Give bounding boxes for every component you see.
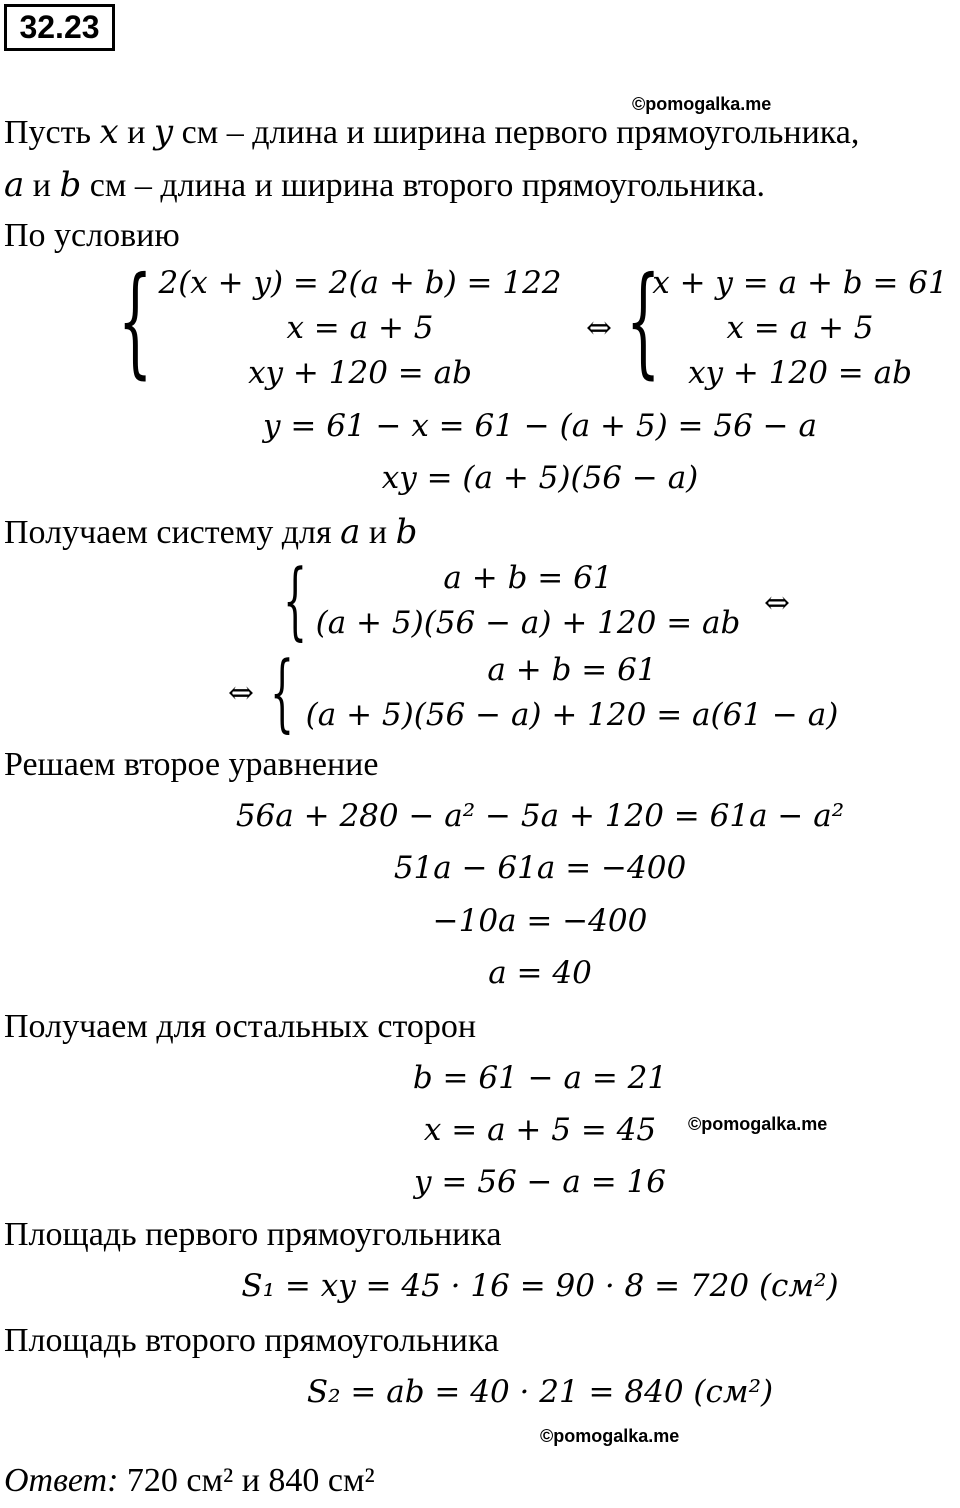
area2-eq: S₂ = ab = 40 · 21 = 840 (см²): [306, 1374, 774, 1410]
area1-eq: S₁ = xy = 45 · 16 = 90 · 8 = 720 (см²): [241, 1268, 839, 1304]
system1-left-eq-1: 2(x + y) = 2(a + b) = 122: [158, 265, 562, 301]
brace-right-1: {: [626, 252, 661, 391]
system1-right-eq-1: x + y = a + b = 61: [652, 265, 948, 301]
task-number: 32.23: [4, 4, 115, 51]
brace-system2-b: {: [270, 643, 295, 741]
sides-label: Получаем для остальных сторон: [4, 1008, 477, 1045]
intro-line-2: a и b см – длина и ширина второго прямоугольника.: [4, 165, 766, 205]
brace-left-1: {: [118, 252, 153, 391]
watermark: ©pomogalka.me: [688, 1114, 828, 1134]
solve-label: Решаем второе уравнение: [4, 746, 379, 783]
solve-step-4: a = 40: [488, 955, 592, 991]
condition-label: По условию: [4, 217, 180, 254]
answer: [4, 1462, 375, 1500]
solve-step-2: 51a − 61a = −400: [393, 850, 687, 886]
system1-left-eq-2: x = a + 5: [286, 310, 434, 346]
equiv-symbol-2: ⇔: [764, 585, 790, 621]
system2-second-eq-2: (a + 5)(56 − a) + 120 = a(61 − a): [305, 697, 839, 733]
system2-label: Получаем систему для a и b: [4, 512, 418, 552]
side-y: y = 56 − a = 16: [414, 1164, 666, 1200]
system1-right-eq-2: x = a + 5: [726, 310, 874, 346]
equiv-symbol-3: ⇔: [228, 675, 254, 711]
area1-label: Площадь первого прямоугольника: [4, 1216, 502, 1253]
system1-right-eq-3: xy + 120 = ab: [688, 355, 912, 391]
answer-text: 720 см² и 840 см²: [118, 1462, 375, 1499]
system2-second-eq-1: a + b = 61: [487, 652, 657, 688]
system1-left-eq-3: xy + 120 = ab: [248, 355, 472, 391]
watermark: ©pomogalka.me: [540, 1426, 680, 1446]
equiv-symbol: ⇔: [586, 310, 612, 346]
system2-first-eq-1: a + b = 61: [443, 560, 613, 596]
solve-step-1: 56a + 280 − a² − 5a + 120 = 61a − a²: [235, 798, 845, 834]
area2-label: Площадь второго прямоугольника: [4, 1322, 499, 1359]
solve-step-3: −10a = −400: [432, 903, 648, 939]
answer-label: Ответ:: [4, 1462, 119, 1499]
intro-line-1: Пусть x и y см – длина и ширина первого прямоугольника,: [4, 112, 860, 152]
side-b: b = 61 − a = 21: [412, 1060, 668, 1096]
derived-eq-1: y = 61 − x = 61 − (a + 5) = 56 − a: [263, 408, 817, 444]
watermark: ©pomogalka.me: [632, 94, 772, 114]
brace-system2-a: {: [283, 551, 308, 649]
system2-first-eq-2: (a + 5)(56 − a) + 120 = ab: [315, 605, 741, 641]
side-x: x = a + 5 = 45: [423, 1112, 657, 1148]
derived-eq-2: xy = (a + 5)(56 − a): [381, 460, 699, 496]
